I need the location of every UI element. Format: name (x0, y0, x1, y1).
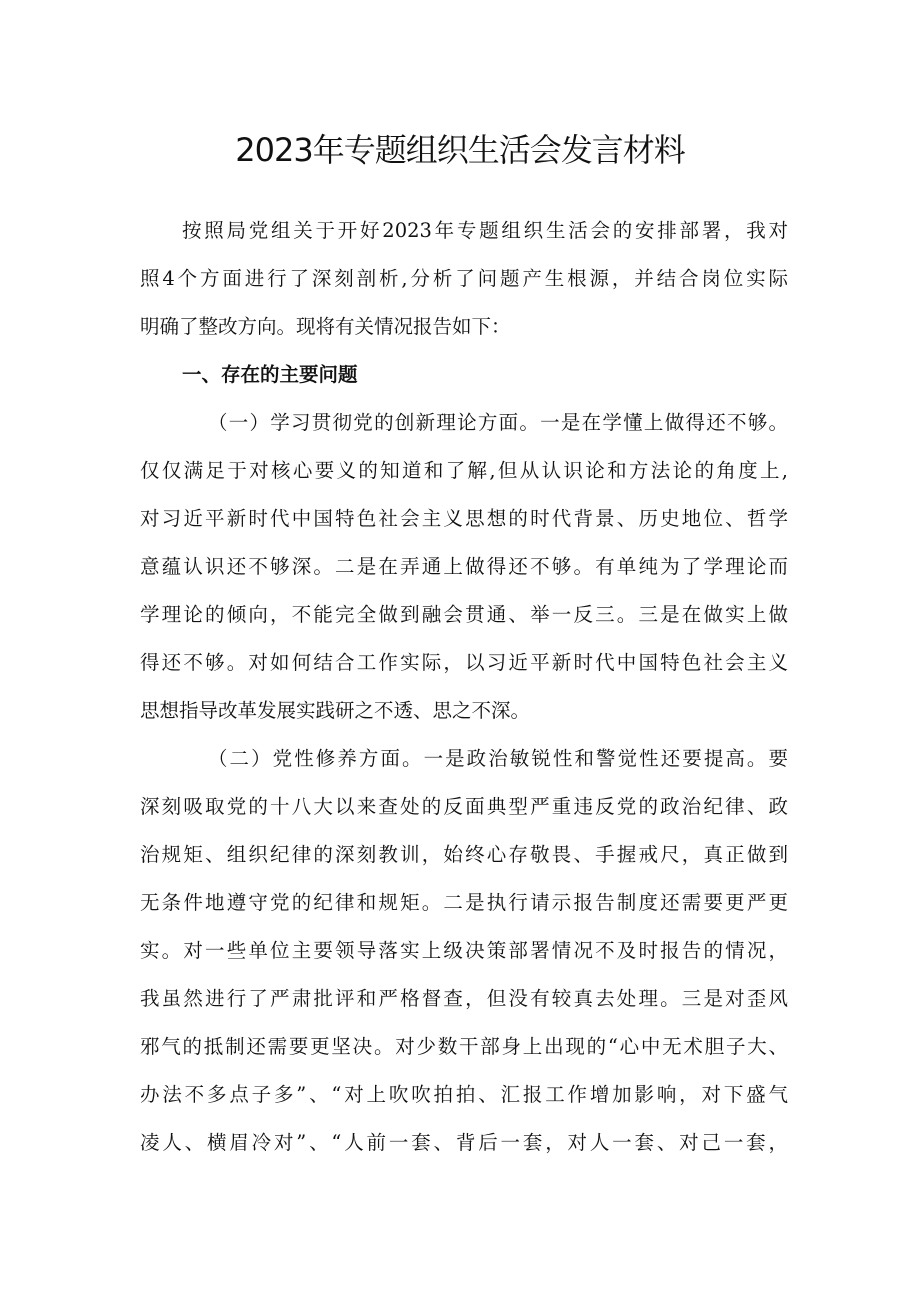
paragraph-line: 邪气的抵制还需要更坚决。对少数干部身上出现的“心中无术胆子大、 (140, 1035, 788, 1058)
paragraph-line: 实。对一些单位主要领导落实上级决策部署情况不及时报告的情况， (140, 939, 788, 962)
paragraph-line: 按照局党组关于开好2023年专题组织生活会的安排部署，我对 (182, 219, 788, 242)
paragraph-line: 明确了整改方向。现将有关情况报告如下： (140, 315, 511, 338)
paragraph-line: 办法不多点子多”、“对上吹吹拍拍、汇报工作增加影响，对下盛气 (140, 1083, 788, 1106)
section-heading: 一、存在的主要问题 (182, 363, 358, 386)
paragraph-line: 无条件地遵守党的纪律和规矩。二是执行请示报告制度还需要更严更 (140, 891, 788, 914)
paragraph-line: 学理论的倾向，不能完全做到融会贯通、举一反三。三是在做实上做 (140, 603, 788, 626)
paragraph-line: （一）学习贯彻党的创新理论方面。一是在学懂上做得还不够。 (208, 411, 788, 434)
paragraph-line: 我虽然进行了严肃批评和严格督查，但没有较真去处理。三是对歪风 (140, 987, 788, 1010)
document-body (140, 207, 788, 1167)
paragraph-line: 治规矩、组织纪律的深刻教训，始终心存敬畏、手握戒尺，真正做到 (140, 843, 788, 866)
paragraph-line: 思想指导改革发展实践研之不透、思之不深。 (140, 699, 531, 722)
paragraph-line: 对习近平新时代中国特色社会主义思想的时代背景、历史地位、哲学 (140, 507, 788, 530)
paragraph-line: 凌人、横眉冷对”、“人前一套、背后一套，对人一套、对己一套， (140, 1131, 788, 1154)
paragraph-line: 深刻吸取党的十八大以来查处的反面典型严重违反党的政治纪律、政 (140, 795, 788, 818)
paragraph-line: （二）党性修养方面。一是政治敏锐性和警觉性还要提高。要 (208, 747, 788, 770)
document-title: 2023年专题组织生活会发言材料 (235, 131, 685, 169)
paragraph-line: 意蕴认识还不够深。二是在弄通上做得还不够。有单纯为了学理论而 (140, 555, 788, 578)
paragraph-line: 仅仅满足于对核心要义的知道和了解,但从认识论和方法论的角度上, (140, 459, 788, 482)
paragraph-line: 照4个方面进行了深刻剖析,分析了问题产生根源，并结合岗位实际 (140, 267, 788, 290)
paragraph-line: 得还不够。对如何结合工作实际，以习近平新时代中国特色社会主义 (140, 651, 788, 674)
